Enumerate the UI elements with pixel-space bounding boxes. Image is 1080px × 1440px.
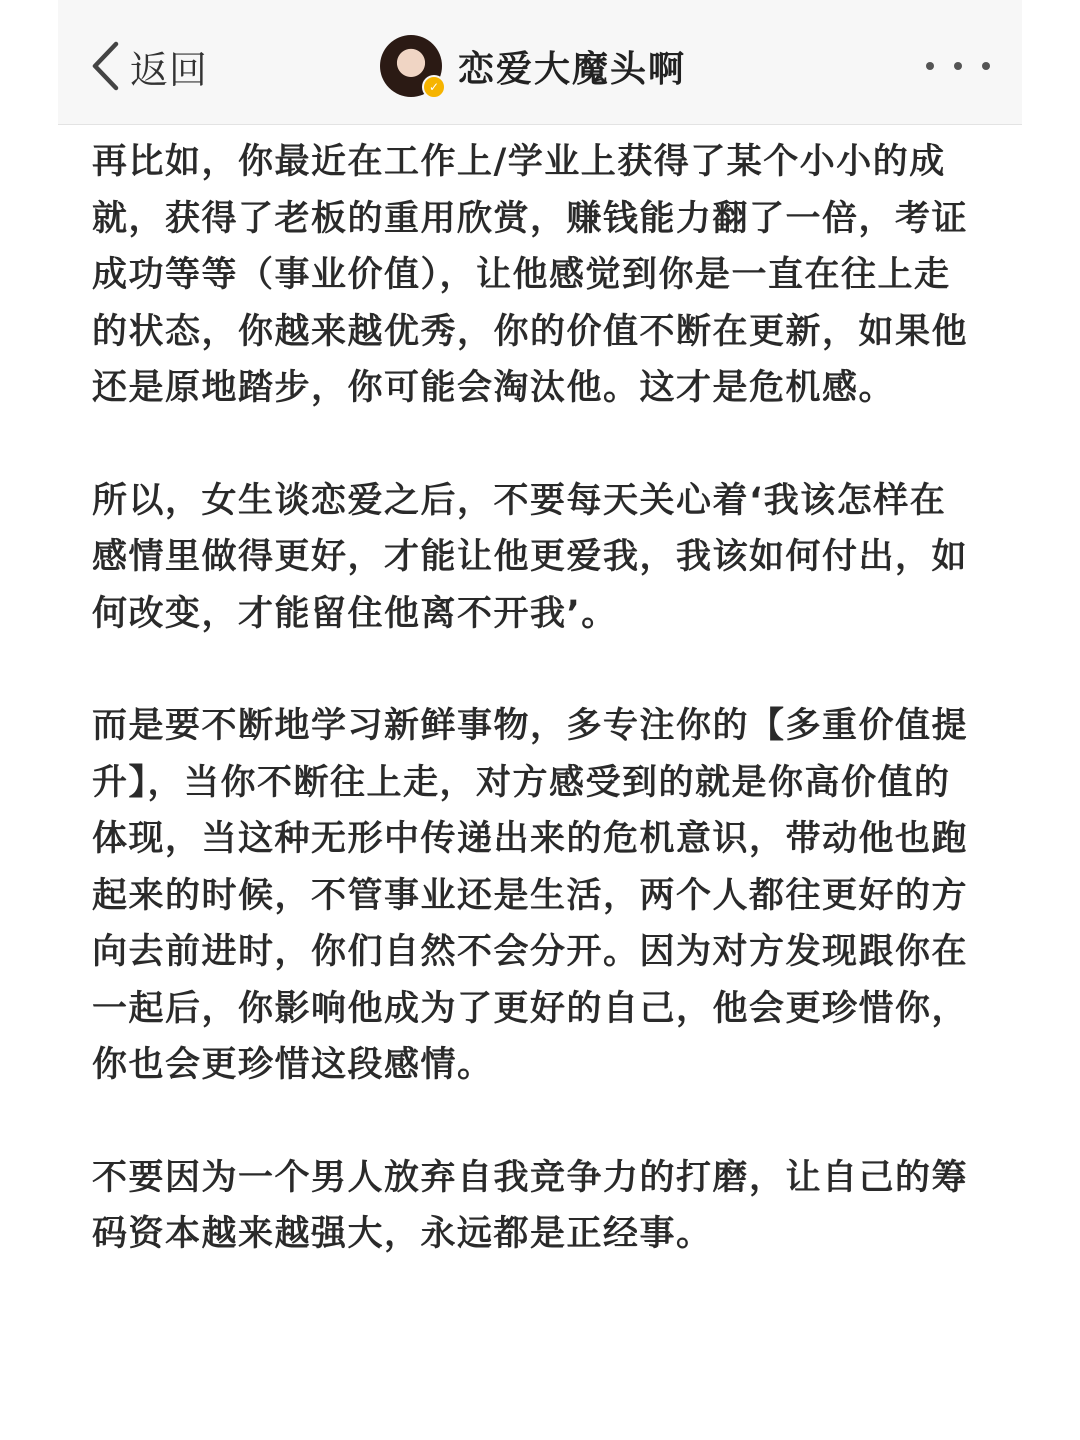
- author-info[interactable]: [380, 34, 686, 98]
- verified-badge-icon: ✓: [422, 75, 446, 99]
- chevron-left-icon: [90, 40, 120, 92]
- back-label: 返回: [130, 47, 209, 92]
- more-dot: [982, 62, 990, 70]
- article-paragraph: 再比如，你最近在工作上/学业上获得了某个小小的成就，获得了老板的重用欣赏，赚钱能力翻了一倍，考证成功等等（事业价值），让他感觉到你是一直在往上走的状态，你越来越优秀，你的价值不断在更新，如果他还是原地踏步，你可能会淘汰他。这才是危机感。: [92, 142, 969, 408]
- more-dot: [954, 62, 962, 70]
- author-name[interactable]: 恋爱大魔头啊: [458, 48, 687, 90]
- back-button[interactable]: [90, 34, 208, 98]
- article-paragraph: 而是要不断地学习新鲜事物，多专注你的【多重价值提升】，当你不断往上走，对方感受到的就是你高价值的体现，当这种无形中传递出来的危机意识，带动他也跑起来的时候，不管事业还是生活，两个人都往更好的方向去前进时，你们自然不会分开。因为对方发现跟你在一起后，你影响他成为了更好的自己，他会更珍惜你，你也会更珍惜这段感情。: [92, 706, 969, 1085]
- more-options-button[interactable]: [926, 46, 990, 86]
- article-body: [92, 134, 982, 1263]
- article-paragraph: 所以，女生谈恋爱之后，不要每天关心着‘我该怎样在感情里做得更好，才能让他更爱我，我该如何付出，如何改变，才能留住他离不开我’。: [92, 480, 969, 634]
- avatar[interactable]: [380, 35, 442, 97]
- article-paragraph: 不要因为一个男人放弃自我竞争力的打磨，让自己的筹码资本越来越强大，永远都是正经事。: [92, 1157, 969, 1254]
- more-horizontal-icon: [926, 62, 934, 70]
- top-nav-bar: [58, 0, 1022, 125]
